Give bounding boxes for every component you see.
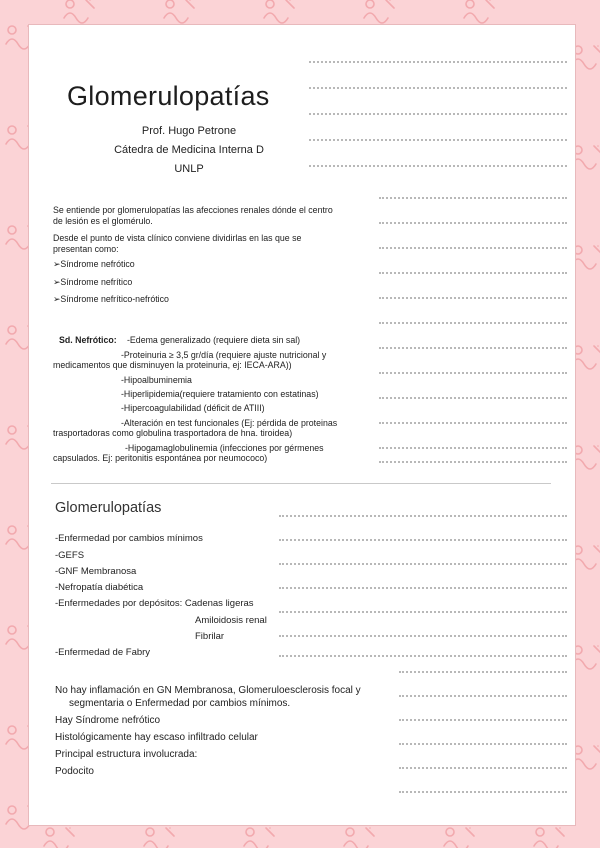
note-line <box>379 461 567 463</box>
nephrotic-line: -Hipoalbuminemia <box>121 375 192 385</box>
note-line <box>399 791 567 793</box>
note-line <box>399 719 567 721</box>
nephrotic-line: capsulados. Ej: peritonitis espontánea por neumococo) <box>53 453 268 463</box>
list-item: -Enfermedad por cambios mínimos <box>55 533 203 544</box>
note-line <box>399 671 567 673</box>
note-line <box>279 539 567 541</box>
nephrotic-label: Sd. Nefrótico: <box>59 335 117 345</box>
note-line-text: segmentaria o Enfermedad por cambios mínimos. <box>69 698 291 709</box>
author: Prof. Hugo Petrone <box>141 125 237 137</box>
note-line <box>399 743 567 745</box>
note-line <box>379 397 567 399</box>
nephrotic-line: -Hipercoagulabilidad (déficit de ATIII) <box>121 403 265 413</box>
list-item: ➢Síndrome nefrótico <box>53 259 135 269</box>
note-line <box>309 165 567 167</box>
list-item: Amiloidosis renal <box>195 615 267 626</box>
note-line <box>379 347 567 349</box>
nephrotic-line: medicamentos que disminuyen la proteinuria, ej: IECA-ARA)) <box>53 360 292 370</box>
department: Cátedra de Medicina Interna D <box>114 144 264 156</box>
note-line <box>379 197 567 199</box>
note-line <box>379 297 567 299</box>
section-divider <box>51 483 551 484</box>
note-line <box>379 247 567 249</box>
document-page <box>28 24 576 826</box>
page-title: Glomerulopatías <box>67 81 270 111</box>
note-line <box>279 611 567 613</box>
intro-line: Se entiende por glomerulopatías las afecciones renales dónde el centro <box>53 205 333 215</box>
note-line-text: Hay Síndrome nefrótico <box>55 715 161 726</box>
note-line <box>309 61 567 63</box>
note-line <box>279 563 567 565</box>
list-item: -Nefropatía diabética <box>55 582 144 593</box>
note-line <box>399 695 567 697</box>
note-line-text: Histológicamente hay escaso infiltrado celular <box>55 732 258 743</box>
list-item: ➢Síndrome nefrítico-nefrótico <box>53 294 169 304</box>
pattern-top <box>64 0 494 23</box>
intro-line: de lesión es el glomérulo. <box>53 216 153 226</box>
institution: UNLP <box>174 163 204 175</box>
note-line <box>379 422 567 424</box>
note-line-text: Principal estructura involucrada: <box>55 749 198 760</box>
note-line <box>379 372 567 374</box>
note-line <box>399 767 567 769</box>
note-line <box>379 322 567 324</box>
note-line <box>379 222 567 224</box>
note-line-text: No hay inflamación en GN Membranosa, Glomeruloesclerosis focal y <box>55 685 361 696</box>
note-line <box>309 139 567 141</box>
list-item: -Enfermedad de Fabry <box>55 647 151 658</box>
intro-line: presentan como: <box>53 244 119 254</box>
list-item: -Enfermedades por depósitos: Cadenas ligeras <box>55 598 254 609</box>
nephrotic-line: -Alteración en test funcionales (Ej: pérdida de proteinas <box>121 418 338 428</box>
section-title: Glomerulopatías <box>55 500 162 516</box>
pattern-right <box>572 46 600 769</box>
note-line <box>279 515 567 517</box>
note-line <box>309 87 567 89</box>
list-item: -GEFS <box>55 550 85 561</box>
nephrotic-line: -Hipogamaglobulinemia (infecciones por gérmenes <box>125 443 324 453</box>
nephrotic-line: -Hiperlipidemia(requiere tratamiento con estatinas) <box>121 389 319 399</box>
note-line <box>379 272 567 274</box>
pattern-bottom <box>44 828 564 848</box>
nephrotic-line: -Proteinuria ≥ 3,5 gr/día (requiere ajuste nutricional y <box>121 350 327 360</box>
note-line-text: Podocito <box>55 766 94 777</box>
note-line <box>379 447 567 449</box>
list-item: -GNF Membranosa <box>55 566 137 577</box>
intro-line: Desde el punto de vista clínico conviene dividirlas en las que se <box>53 233 302 243</box>
nephrotic-line: trasportadoras como globulina trasportadora de hna. tiroidea) <box>53 428 293 438</box>
note-line <box>279 587 567 589</box>
note-line <box>279 655 567 657</box>
nephrotic-line: -Edema generalizado (requiere dieta sin sal) <box>127 335 301 345</box>
note-line <box>279 635 567 637</box>
note-line <box>309 113 567 115</box>
list-item: ➢Síndrome nefrítico <box>53 277 133 287</box>
list-item: Fibrilar <box>195 631 225 642</box>
